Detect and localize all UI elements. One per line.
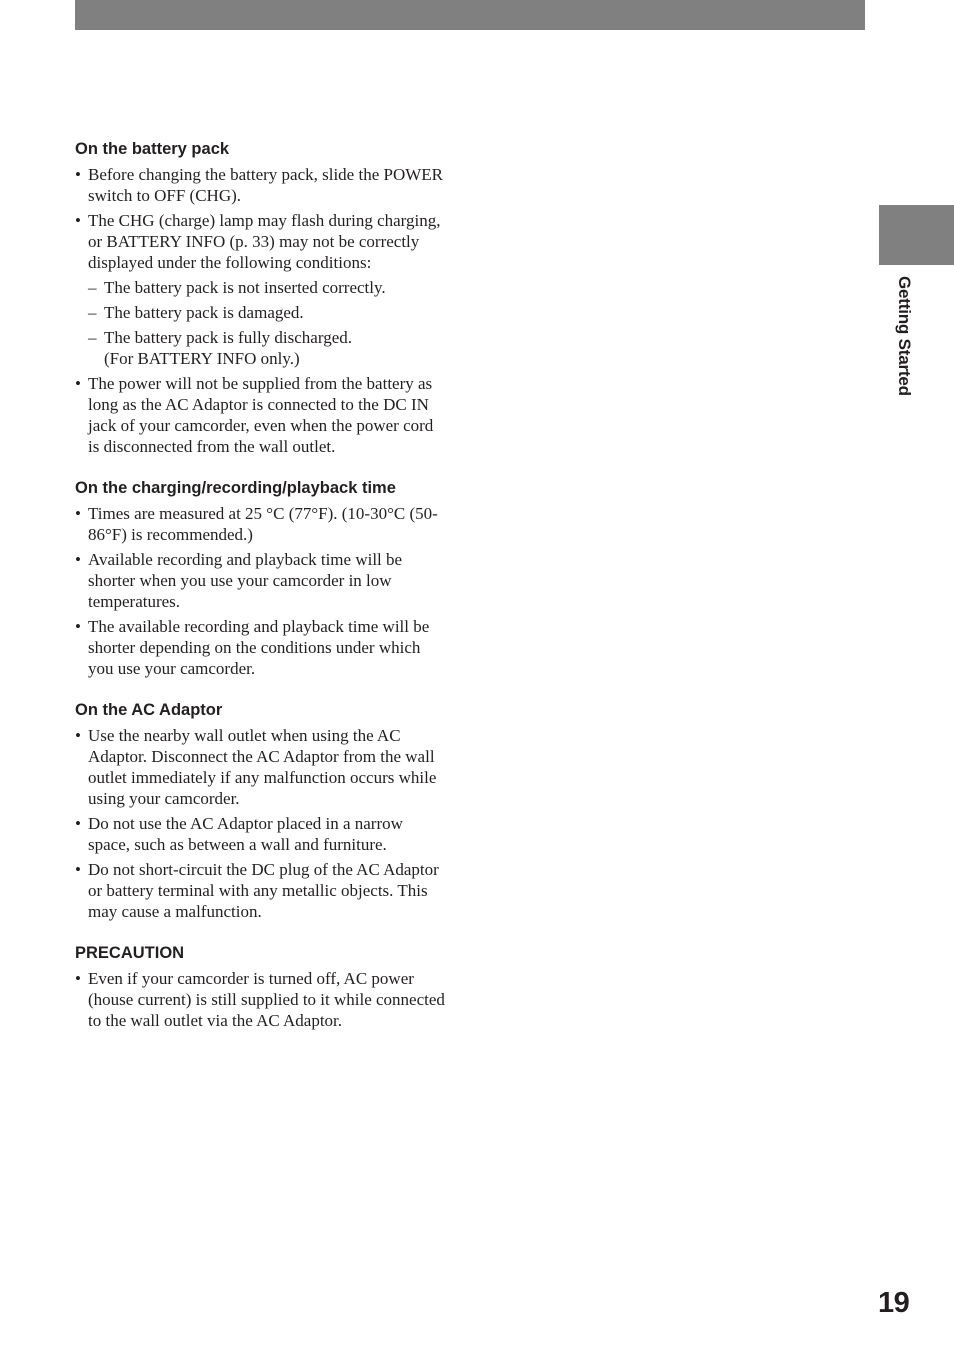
list-item-text: The available recording and playback time will be shorter depending on the conditions under which you use your camcorder. (88, 617, 430, 678)
list-item (75, 210, 447, 273)
bullet: • (75, 211, 81, 230)
bullet: • (75, 814, 81, 833)
content-column (75, 139, 447, 1052)
list-item-text: The power will not be supplied from the battery as long as the AC Adaptor is connected to the DC IN jack of your camcorder, even when the power cord is disconnected from the wall outlet. (88, 374, 434, 456)
section-heading: On the AC Adaptor (75, 701, 223, 719)
sub-list-item (75, 302, 447, 323)
list-item (75, 164, 447, 206)
section-tab-marker (879, 205, 954, 265)
list-item-text: Even if your camcorder is turned off, AC power (house current) is still supplied to it while connected to the wall outlet via the AC Adaptor. (88, 969, 445, 1030)
section-charging-time (75, 478, 447, 679)
sub-list-item (75, 277, 447, 298)
bullet: • (75, 374, 81, 393)
dash: – (88, 303, 97, 322)
list-item-text: Times are measured at 25 °C (77°F). (10-30°C (50-86°F) is recommended.) (88, 504, 438, 544)
list-item-text: Use the nearby wall outlet when using the AC Adaptor. Disconnect the AC Adaptor from the wall outlet immediately if any malfunction occurs while using your camcorder. (88, 726, 437, 808)
list-item (75, 725, 447, 809)
page-number: 19 (878, 1287, 910, 1319)
section-heading: PRECAUTION (75, 944, 185, 962)
bullet: • (75, 617, 81, 636)
section-battery-pack (75, 139, 447, 457)
list-item-text: The CHG (charge) lamp may flash during charging, or BATTERY INFO (p. 33) may not be correctly displayed under the following conditions: (88, 211, 441, 272)
bullet: • (75, 726, 81, 745)
list-item (75, 373, 447, 457)
list-item (75, 859, 447, 922)
list-item-text: Available recording and playback time will be shorter when you use your camcorder in low temperatures. (88, 550, 403, 611)
list-item-text: Do not short-circuit the DC plug of the AC Adaptor or battery terminal with any metallic objects. This may cause a malfunction. (88, 860, 439, 921)
list-item (75, 503, 447, 545)
list-item-text: Do not use the AC Adaptor placed in a narrow space, such as between a wall and furniture. (88, 814, 403, 854)
sub-list-item-note: (For BATTERY INFO only.) (104, 349, 300, 368)
dash: – (88, 328, 97, 347)
list-item (75, 616, 447, 679)
sub-list-item-text: The battery pack is fully discharged. (104, 328, 352, 347)
section-tab-text: Getting Started (895, 276, 914, 396)
list-item (75, 549, 447, 612)
list-item (75, 968, 447, 1031)
section-heading: On the charging/recording/playback time (75, 479, 396, 497)
sub-list-item-text: The battery pack is not inserted correctly. (104, 278, 386, 297)
bullet: • (75, 165, 81, 184)
dash: – (88, 278, 97, 297)
section-precaution (75, 943, 447, 1031)
section-ac-adaptor (75, 700, 447, 922)
sub-list-item-text: The battery pack is damaged. (104, 303, 304, 322)
section-heading: On the battery pack (75, 140, 230, 158)
list-item (75, 813, 447, 855)
list-item-text: Before changing the battery pack, slide the POWER switch to OFF (CHG). (88, 165, 443, 205)
sub-list-item (75, 327, 447, 369)
bullet: • (75, 550, 81, 569)
header-bar (75, 0, 865, 30)
bullet: • (75, 860, 81, 879)
bullet: • (75, 969, 81, 988)
bullet: • (75, 504, 81, 523)
